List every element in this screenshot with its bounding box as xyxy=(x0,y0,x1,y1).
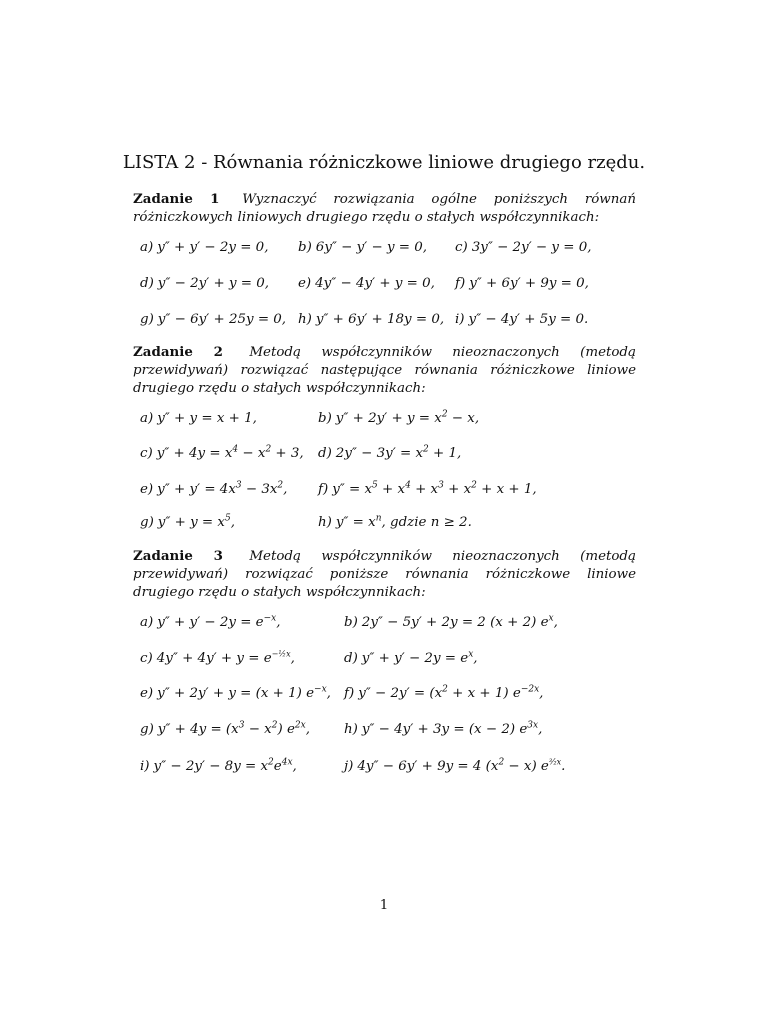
task-1-eq-h: h) y″ + 6y′ + 18y = 0, xyxy=(298,312,445,327)
task-3-heading xyxy=(133,547,636,602)
task-1-eq-e: e) 4y″ − 4y′ + y = 0, xyxy=(298,276,435,291)
task-1-eq-i: i) y″ − 4y′ + 5y = 0. xyxy=(455,312,589,327)
task-1-eq-a: a) y″ + y′ − 2y = 0, xyxy=(140,240,269,255)
task-1-eq-b: b) 6y″ − y′ − y = 0, xyxy=(298,240,428,255)
task-1-eq-d: d) y″ − 2y′ + y = 0, xyxy=(140,276,270,291)
task-3-eq-c: c) $4y'' + 4y' + y = e^{-\frac{1}{2}x}$, xyxy=(140,649,295,666)
task-3-eq-j: j) 4y″ − 6y′ + 9y = 4 $(x^2 - x)$ $e^{^3⁄_2x}$. xyxy=(344,757,566,774)
task-2-heading xyxy=(133,343,636,398)
task-1-eq-g: g) y″ − 6y′ + 25y = 0, xyxy=(140,312,287,327)
task-1-eq-c: c) 3y″ − 2y′ − y = 0, xyxy=(455,240,592,255)
task-1-label: Zadanie 1 xyxy=(133,191,220,207)
task-2-eq-b: b) $y'' + 2y' + y = x^2 - x$, xyxy=(318,409,480,426)
task-2-text: Metodą współczynników nieoznaczonych (metodą przewidywań) rozwiązać następujące równania różniczkowe liniowe drugiego rzędu o stałych współczynnikach: xyxy=(133,345,636,396)
task-1-heading xyxy=(133,190,636,227)
task-3-eq-d: d) $y'' + y' - 2y = e^x$, xyxy=(344,649,478,666)
task-3-eq-i: i) $y'' - 2y' - 8y = x^2e^{4x}$, xyxy=(140,757,297,774)
task-3-label: Zadanie 3 xyxy=(133,548,223,564)
task-2-eq-h: h) $y'' = x^n$, gdzie n ≥ 2. xyxy=(318,513,472,530)
task-3-text: Metodą współczynników nieoznaczonych (metodą przewidywań) rozwiązać poniższe równania różniczkowe liniowe drugiego rzędu o stałych współczynnikach: xyxy=(133,549,636,600)
task-3-eq-g: g) $y'' + 4y = (x^3 - x^2)$ $e^{2x}$, xyxy=(140,720,310,737)
task-3-eq-h: h) y″ − 4y′ + 3y = (x − 2) $e^{3x}$, xyxy=(344,720,543,737)
task-3-eq-a: a) $y'' + y' - 2y = e^{-x}$, xyxy=(140,613,281,630)
task-1-eq-f: f) y″ + 6y′ + 9y = 0, xyxy=(455,276,589,291)
task-1-text: Wyznaczyć rozwiązania ogólne poniższych równań różniczkowych liniowych drugiego rzędu o stałych współczynnikach: xyxy=(133,192,636,225)
task-2-eq-g: g) $y'' + y = x^5$, xyxy=(140,513,235,530)
task-2-eq-a: a) y″ + y = x + 1, xyxy=(140,411,257,426)
task-2-eq-f: f) $y'' = x^5 + x^4 + x^3 + x^2 + x + 1$, xyxy=(318,480,537,497)
task-2-eq-d: d) $2y'' - 3y' = x^2 + 1$, xyxy=(318,444,462,461)
page-number: 1 xyxy=(379,898,389,913)
task-2-eq-e: e) $y'' + y' = 4x^3 - 3x^2$, xyxy=(140,480,288,497)
task-3-eq-b: b) 2y″ − 5y′ + 2y = 2 (x + 2) $e^x$, xyxy=(344,613,558,630)
page-title: LISTA 2 - Równania różniczkowe liniowe drugiego rzędu. xyxy=(122,152,646,173)
task-2-eq-c: c) $y'' + 4y = x^4 - x^2 + 3$, xyxy=(140,444,304,461)
task-2-label: Zadanie 2 xyxy=(133,344,223,360)
task-3-eq-e: e) y″ + 2y′ + y = (x + 1) $e^{-x}$, xyxy=(140,684,331,701)
task-3-eq-f: f) $y'' - 2y' = (x^2 + x + 1)$ $e^{-2x}$, xyxy=(344,684,544,701)
